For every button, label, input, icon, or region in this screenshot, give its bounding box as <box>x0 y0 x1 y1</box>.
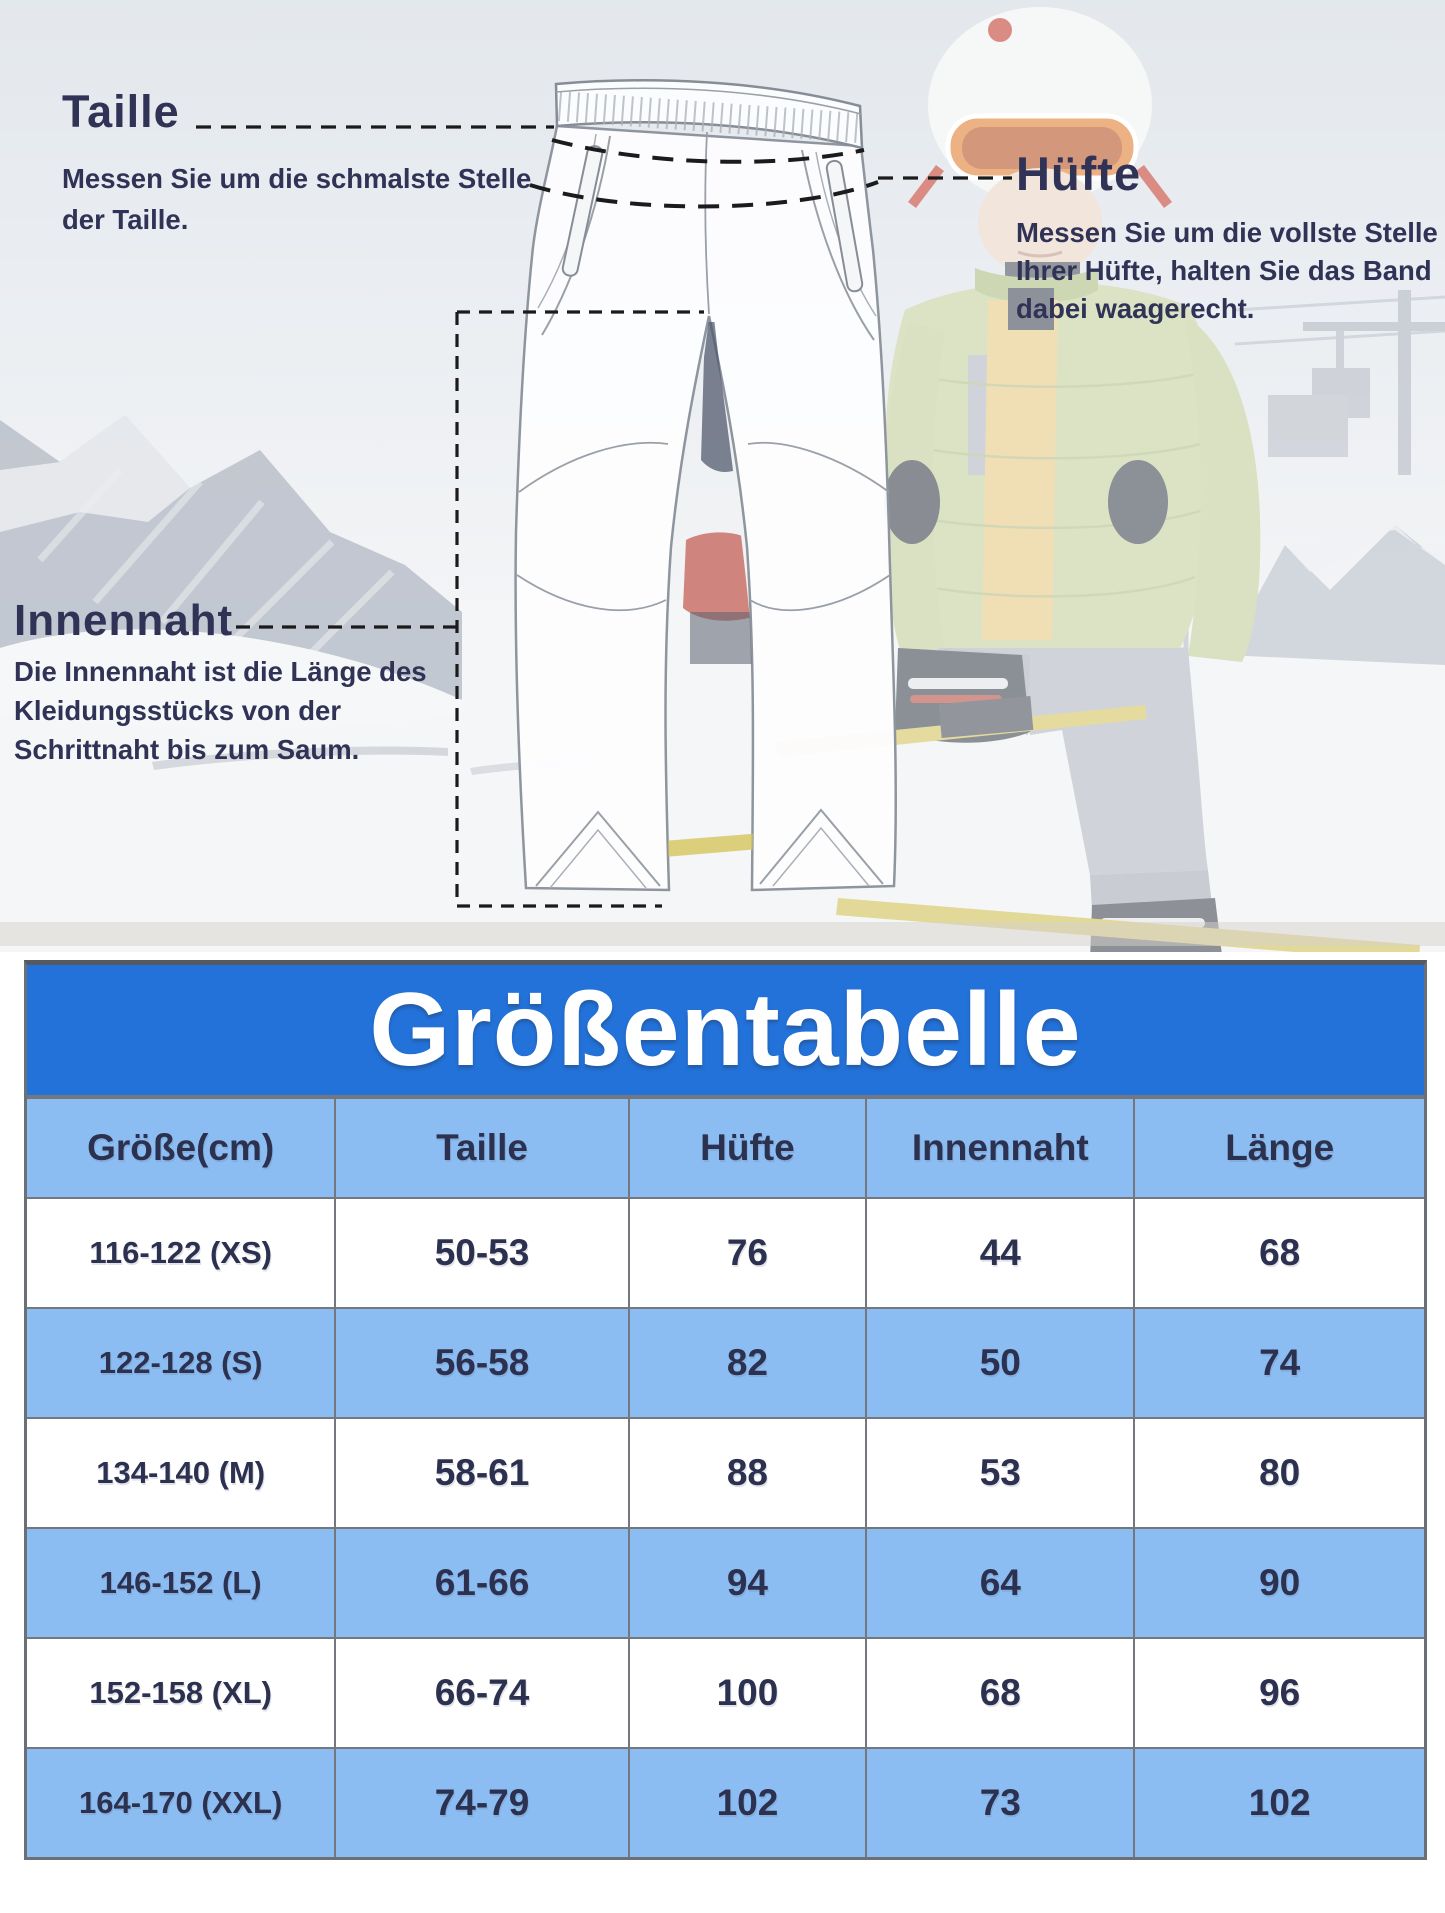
huefte-description-line2: Ihrer Hüfte, halten Sie das Band <box>1016 255 1432 286</box>
huefte-label: Hüfte <box>1016 147 1142 200</box>
table-title: Größentabelle <box>369 972 1082 1088</box>
huefte-description-line1: Messen Sie um die vollste Stelle <box>1016 217 1438 248</box>
huefte-cell: 88 <box>628 1419 865 1527</box>
laenge-cell: 96 <box>1133 1639 1424 1747</box>
laenge-cell: 80 <box>1133 1419 1424 1527</box>
taille-description-line1: Messen Sie um die schmalste Stelle <box>62 163 532 194</box>
taille-description-line2: der Taille. <box>62 204 189 235</box>
huefte-description-line3: dabei waagerecht. <box>1016 293 1255 324</box>
table-row <box>27 1197 1424 1307</box>
laenge-cell: 74 <box>1133 1309 1424 1417</box>
table-row <box>27 1307 1424 1417</box>
taille-cell: 58-61 <box>334 1419 627 1527</box>
huefte-cell: 76 <box>628 1199 865 1307</box>
innennaht-description-line1: Die Innennaht ist die Länge des <box>14 656 427 687</box>
header-cell-taille: Taille <box>334 1099 627 1197</box>
table-row <box>27 1637 1424 1747</box>
innennaht-cell: 68 <box>865 1639 1133 1747</box>
header-cell-innennaht: Innennaht <box>865 1099 1133 1197</box>
size-cell: 116-122 (XS) <box>89 1235 272 1270</box>
table-row <box>27 1527 1424 1637</box>
innennaht-cell: 64 <box>865 1529 1133 1637</box>
size-cell: 152-158 (XL) <box>89 1675 272 1710</box>
innennaht-cell: 73 <box>865 1749 1133 1857</box>
innennaht-description-line3: Schrittnaht bis zum Saum. <box>14 734 360 765</box>
size-cell: 134-140 (M) <box>96 1455 266 1490</box>
taille-cell: 66-74 <box>334 1639 627 1747</box>
laenge-cell: 68 <box>1133 1199 1424 1307</box>
size-cell: 146-152 (L) <box>99 1565 262 1600</box>
huefte-description <box>1016 214 1438 328</box>
taille-cell: 74-79 <box>334 1749 627 1857</box>
huefte-cell: 82 <box>628 1309 865 1417</box>
taille-cell: 50-53 <box>334 1199 627 1307</box>
huefte-cell: 100 <box>628 1639 865 1747</box>
table-header-row <box>27 1097 1424 1197</box>
laenge-cell: 90 <box>1133 1529 1424 1637</box>
size-cell: 122-128 (S) <box>98 1345 263 1380</box>
taille-cell: 61-66 <box>334 1529 627 1637</box>
table-title-banner <box>27 965 1424 1097</box>
size-table <box>24 960 1427 1860</box>
size-cell: 164-170 (XXL) <box>79 1785 283 1820</box>
huefte-cell: 102 <box>628 1749 865 1857</box>
innennaht-cell: 44 <box>865 1199 1133 1307</box>
scene-illustration <box>0 0 1445 952</box>
hero-photo <box>0 0 1445 952</box>
header-cell-groesse: Größe(cm) <box>87 1127 275 1168</box>
innennaht-description <box>14 652 427 769</box>
table-row <box>27 1417 1424 1527</box>
header-cell-laenge: Länge <box>1133 1099 1424 1197</box>
taille-description <box>62 158 531 240</box>
table-row <box>27 1747 1424 1857</box>
innennaht-cell: 53 <box>865 1419 1133 1527</box>
laenge-cell: 102 <box>1133 1749 1424 1857</box>
innennaht-label: Innennaht <box>14 596 234 645</box>
header-cell-huefte: Hüfte <box>628 1099 865 1197</box>
taille-cell: 56-58 <box>334 1309 627 1417</box>
huefte-cell: 94 <box>628 1529 865 1637</box>
innennaht-description-line2: Kleidungsstücks von der <box>14 695 342 726</box>
taille-label: Taille <box>62 86 180 137</box>
innennaht-cell: 50 <box>865 1309 1133 1417</box>
